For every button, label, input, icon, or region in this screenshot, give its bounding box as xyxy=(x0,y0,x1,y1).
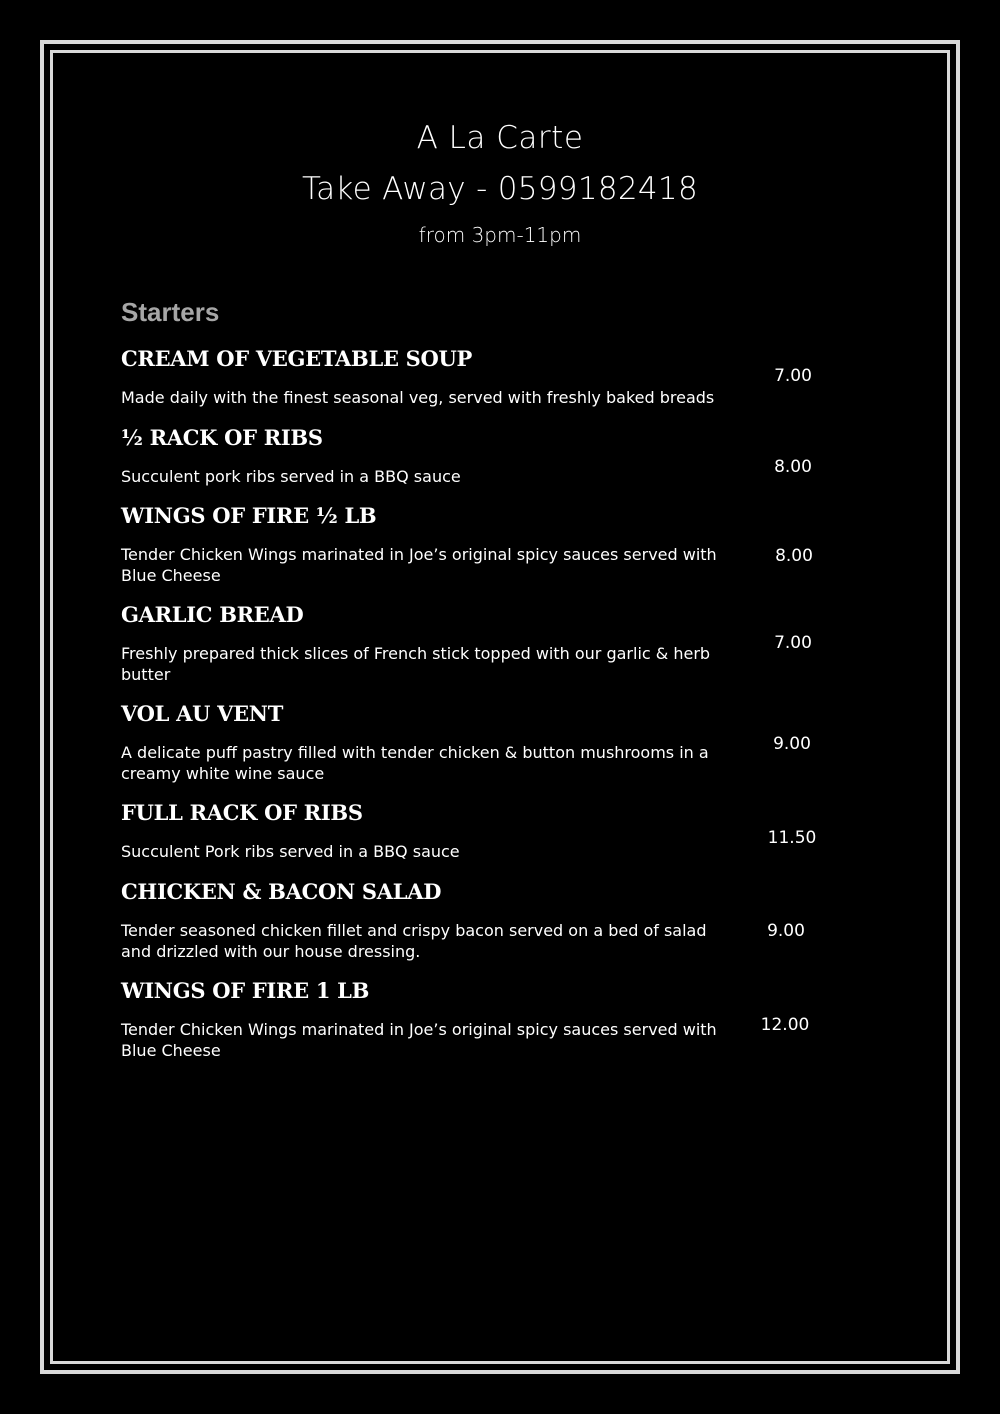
item-description: Tender seasoned chicken fillet and crispy bacon served on a bed of salad and drizzled with our house dressing. xyxy=(121,921,707,961)
item-price: 12.00 xyxy=(760,1015,810,1035)
item-description: Tender Chicken Wings marinated in Joe’s original spicy sauces served with Blue Cheese xyxy=(121,545,717,585)
item-price: 8.00 xyxy=(774,457,812,477)
item-name: CHICKEN & BACON SALAD xyxy=(121,879,442,904)
menu-title: A La Carte xyxy=(416,120,584,156)
takeaway-phone: Take Away - 0599182418 xyxy=(302,171,698,207)
item-description: Tender Chicken Wings marinated in Joe’s original spicy sauces served with Blue Cheese xyxy=(121,1020,717,1060)
section-heading-starters: Starters xyxy=(121,297,220,327)
item-price: 9.00 xyxy=(767,921,805,941)
opening-hours: from 3pm-11pm xyxy=(418,223,582,247)
item-name: FULL RACK OF RIBS xyxy=(121,800,363,825)
item-name: VOL AU VENT xyxy=(121,701,284,726)
item-name: WINGS OF FIRE ½ LB xyxy=(121,503,377,528)
item-price: 7.00 xyxy=(774,366,812,386)
item-description: Succulent pork ribs served in a BBQ sauce xyxy=(121,467,461,486)
item-description: Freshly prepared thick slices of French stick topped with our garlic & herb butter xyxy=(121,644,711,684)
item-price: 7.00 xyxy=(774,633,812,653)
item-name: GARLIC BREAD xyxy=(121,602,304,627)
item-description: A delicate puff pastry filled with tender chicken & button mushrooms in a creamy white wine sauce xyxy=(121,743,709,783)
item-price: 8.00 xyxy=(775,546,813,566)
item-price: 11.50 xyxy=(767,828,817,848)
item-name: WINGS OF FIRE 1 LB xyxy=(121,978,370,1003)
item-name: CREAM OF VEGETABLE SOUP xyxy=(121,346,473,371)
item-description: Succulent Pork ribs served in a BBQ sauce xyxy=(121,842,460,861)
item-price: 9.00 xyxy=(773,734,811,754)
item-name: ½ RACK OF RIBS xyxy=(121,425,323,450)
item-description: Made daily with the finest seasonal veg, served with freshly baked breads xyxy=(121,388,715,407)
